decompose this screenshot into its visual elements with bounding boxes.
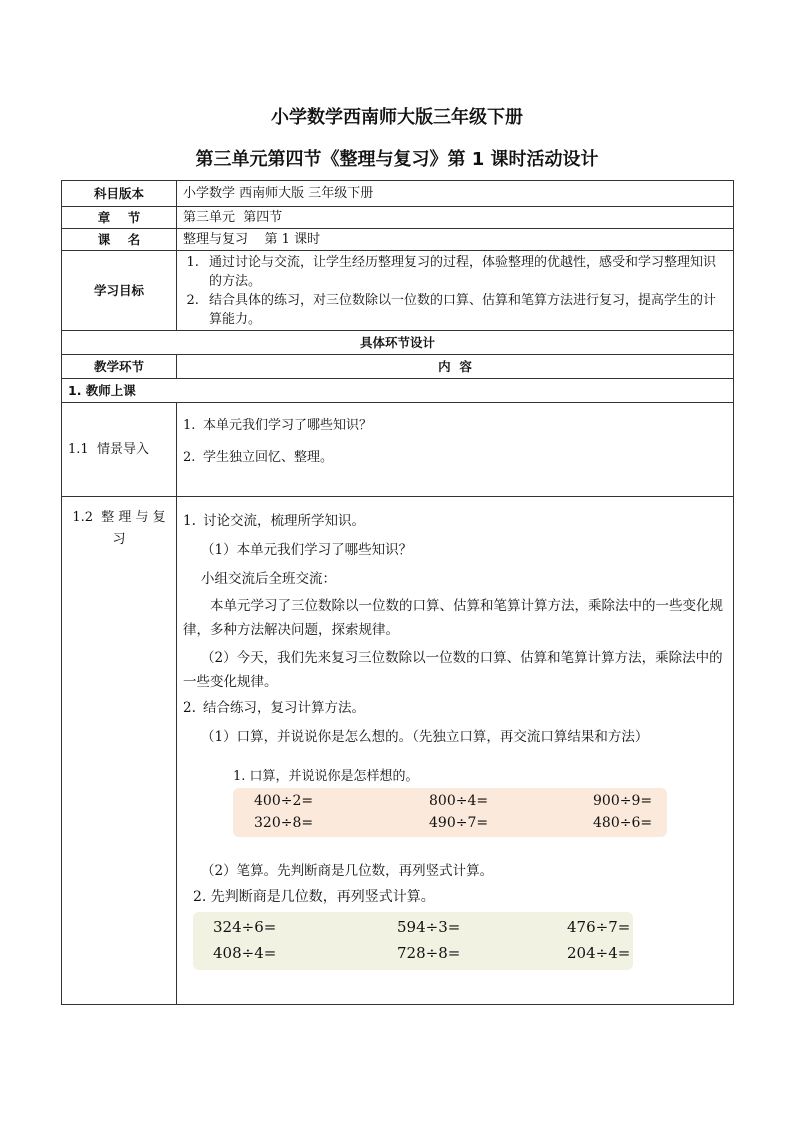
written-problem: 476÷7= (567, 918, 631, 936)
section1-title: 1. 教师上课 (62, 379, 734, 403)
lesson-row (62, 229, 734, 251)
goals-row (62, 251, 734, 331)
row12-label-text: 1.2 整 理 与 复 习 (72, 510, 170, 547)
col-content-header: 内 容 (177, 355, 734, 379)
q2: （2）今天，我们先来复习三位数除以一位数的口算、估算和笔算计算方法，乘除法中的一些变化规律。 (183, 650, 723, 690)
written-box (193, 912, 633, 970)
oral-row (233, 812, 667, 834)
lesson-value: 整理与复习 第 1 课时 (177, 229, 734, 251)
item2: 2. 结合练习，复习计算方法。 (183, 700, 365, 716)
goal-item: 1. 通过讨论与交流，让学生经历整理复习的过程，体验整理的优越性，感受和学习整理知识的方法。 (203, 253, 727, 291)
written-problem: 728÷8= (397, 944, 461, 962)
group-exchange: 小组交流后全班交流： (201, 571, 336, 587)
sub2: （2）笔算。先判断商是几位数，再列竖式计算。 (201, 863, 494, 879)
goals-cell (177, 251, 734, 331)
goals-label: 学习目标 (62, 251, 177, 331)
oral-problem: 900÷9= (593, 793, 653, 809)
written-problem: 324÷6= (213, 918, 277, 936)
document-subtitle: 第三单元第四节《整理与复习》第 1 课时活动设计 (195, 149, 599, 170)
col-step-header: 教学环节 (62, 355, 177, 379)
written-problem: 594÷3= (397, 918, 461, 936)
oral-title: 1. 口算，并说说你是怎样想的。 (233, 769, 419, 784)
sub1: （1）口算，并说说你是怎么想的。（先独立口算，再交流口算结果和方法） (201, 729, 649, 745)
written-exercise (193, 886, 633, 970)
goal-item: 2. 结合具体的练习，对三位数除以一位数的口算、估算和笔算方法进行复习，提高学生的计算能力。 (203, 291, 727, 329)
subject-value: 小学数学 西南师大版 三年级下册 (177, 181, 734, 207)
oral-exercise (233, 766, 667, 837)
lesson-label: 课 名 (62, 229, 177, 251)
oral-problem: 490÷7= (429, 815, 489, 831)
written-row (193, 914, 633, 940)
row12-content (177, 497, 734, 1005)
written-title: 2. 先判断商是几位数，再列竖式计算。 (193, 889, 435, 905)
q1: （1）本单元我们学习了哪些知识？ (201, 542, 413, 558)
chapter-row (62, 207, 734, 229)
item1: 1. 讨论交流，梳理所学知识。 (183, 513, 365, 529)
written-problem: 204÷4= (567, 944, 631, 962)
oral-problem: 800÷4= (429, 793, 489, 809)
design-header: 具体环节设计 (62, 331, 734, 355)
written-row (193, 940, 633, 966)
chapter-label: 章 节 (62, 207, 177, 229)
oral-row (233, 790, 667, 812)
row-1-1 (62, 403, 734, 497)
section1-row (62, 379, 734, 403)
row11-item: 1. 本单元我们学习了哪些知识？ (183, 417, 373, 433)
row11-content (177, 403, 734, 497)
oral-problem: 400÷2= (254, 793, 314, 809)
summary: 本单元学习了三位数除以一位数的口算、估算和笔算计算方法，乘除法中的一些变化规律，多种方法解决问题，探索规律。 (183, 598, 723, 638)
row12-label (62, 497, 177, 1005)
design-header-row (62, 331, 734, 355)
goals-list (183, 253, 727, 329)
row11-item: 2. 学生独立回忆、整理。 (183, 449, 334, 465)
row11-label: 1.1 情景导入 (62, 403, 177, 497)
oral-problem: 320÷8= (254, 815, 314, 831)
document-title: 小学数学西南师大版三年级下册 (271, 107, 523, 128)
oral-problem: 480÷6= (593, 815, 653, 831)
chapter-value: 第三单元 第四节 (177, 207, 734, 229)
oral-box (233, 788, 667, 837)
row-1-2 (62, 497, 734, 1005)
subject-label: 科目版本 (62, 181, 177, 207)
column-header-row (62, 355, 734, 379)
written-problem: 408÷4= (213, 944, 277, 962)
subject-row (62, 181, 734, 207)
lesson-table (61, 180, 734, 1005)
